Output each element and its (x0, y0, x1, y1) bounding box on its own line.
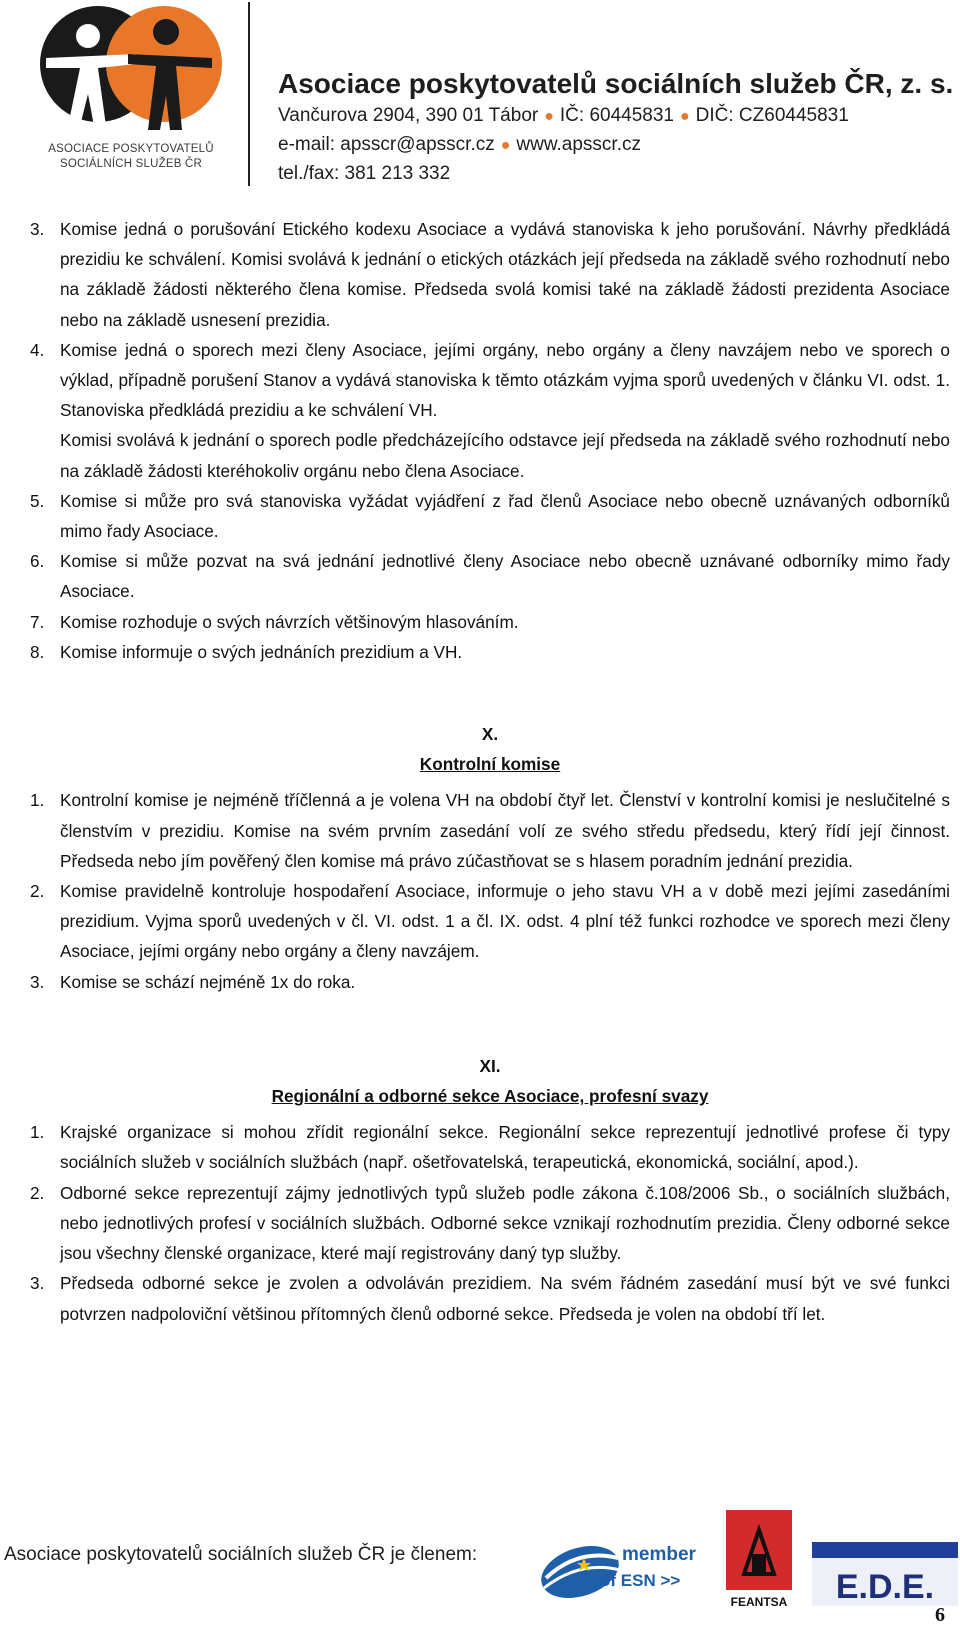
list-item (30, 637, 950, 667)
logo-caption-line1: ASOCIACE POSKYTOVATELŮ (48, 143, 214, 155)
document-body (30, 214, 950, 1329)
esn-member-label: member (622, 1544, 696, 1565)
spacer (30, 667, 950, 719)
letterhead (0, 0, 960, 200)
ede-label: E.D.E. (835, 1568, 935, 1606)
list-item (30, 546, 950, 606)
item-text: Komise rozhoduje o svých návrzích většinovým hlasováním. (60, 611, 519, 632)
section-title: Regionální a odborné sekce Asociace, profesní svazy (271, 1086, 709, 1107)
item-text: Kontrolní komise je nejméně tříčlenná a je volena VH na období čtyř let. Členství v kontrolní komisi je neslučitelné s členstvím v prezidiu. Komise na svém prvním zasedání volí ze svého středu předsedu, který řídí její činnost. Předseda nebo jím pověřený člen komise má právo zúčastňovat se s hlasem poradním jednání prezidia. (60, 790, 950, 871)
bullet-icon: ● (679, 108, 690, 125)
association-logo (36, 2, 226, 184)
logo-caption (36, 142, 226, 172)
feantsa-emblem-icon (722, 1510, 796, 1610)
item-text: Odborné sekce reprezentují zájmy jednotlivých typů služeb podle zákona č.108/2006 Sb., o sociálních službách, nebo jednotlivých profesí v sociálních službách. Odborné sekce vznikají rozhodnutím prezidia. Členy odborné sekce jsou všechny členské organizace, které mají registrovány daný typ služby. (60, 1182, 950, 1264)
item-text: Komise se schází nejméně 1x do roka. (60, 971, 356, 992)
list-item (30, 335, 950, 426)
item-number: 3. (30, 219, 45, 239)
section-number: X. (481, 724, 499, 745)
item-text: Komise si může pro svá stanoviska vyžádat vyjádření z řad členů Asociace nebo obecně uznávaných odborníků mimo řady Asociace. (60, 490, 950, 542)
address: Vančurova 2904, 390 01 Tábor (278, 105, 539, 126)
esn-swoosh-icon (538, 1528, 708, 1608)
email[interactable]: e-mail: apsscr@apsscr.cz (278, 134, 495, 155)
paragraph: Komisi svolává k jednání o sporech podle předcházejícího odstavce její předseda na základě svého rozhodnutí nebo na základě žádosti kteréhokoliv orgánu nebo člena Asociace. (60, 430, 950, 481)
section-number: XI. (479, 1055, 501, 1076)
esn-of-label: of ESN >> (600, 1571, 681, 1590)
spacer (30, 997, 950, 1051)
item-text: Komise jedná o porušování Etického kodexu Asociace a vydává stanoviska k jeho porušování. Návrhy předkládá prezidiu ke schválení. Komisi svolává k jednání o etických otázkách její předseda na základě svého rozhodnutí nebo na základě žádosti některého člena komise. Předseda svolá komisi také na základě žádosti prezidenta Asociace nebo na základě usnesení prezidia. (60, 219, 950, 330)
section-xi-list (30, 1117, 950, 1328)
feantsa-label: FEANTSA (730, 1595, 788, 1609)
company-id: IČ: 60445831 (559, 105, 674, 126)
address-line (278, 102, 958, 131)
list-item (30, 967, 950, 997)
item-text: Komise pravidelně kontroluje hospodaření Asociace, informuje o jeho stavu VH a v době mezi jejími zasedáními prezidium. Vyjma sporů uvedených v čl. VI. odst. 1 a čl. IX. odst. 4 plní též funkci rozhodce ve sporech mezi členy Asociace, jejími orgány nebo orgány a členy navzájem. (60, 881, 950, 962)
item-number: 7. (30, 611, 45, 632)
section-x-list (30, 785, 950, 996)
logo-caption-line2: SOCIÁLNÍCH SLUŽEB ČR (59, 158, 203, 170)
section-ix-list-continued (30, 486, 950, 667)
header-divider (248, 2, 250, 186)
contact-line (278, 131, 958, 160)
item-number: 2. (30, 1182, 45, 1203)
membership-statement: Asociace poskytovatelů sociálních služeb ČR je členem: (4, 1544, 478, 1565)
item-number: 5. (30, 490, 45, 511)
tax-id: DIČ: CZ60445831 (695, 105, 849, 126)
item-number: 1. (30, 790, 45, 811)
item-number: 8. (30, 641, 45, 662)
feantsa-logo (722, 1510, 796, 1610)
list-item (30, 785, 950, 876)
ede-logo (812, 1542, 958, 1606)
item-number: 4. (30, 339, 45, 360)
bullet-icon: ● (500, 137, 511, 154)
list-item (30, 1268, 950, 1328)
item-text: Komise informuje o svých jednáních prezidium a VH. (60, 641, 463, 662)
item-number: 3. (30, 971, 45, 992)
website-link[interactable]: www.apsscr.cz (516, 134, 641, 155)
esn-logo (538, 1528, 708, 1608)
item-number: 3. (30, 1273, 45, 1294)
phone: tel./fax: 381 213 332 (278, 163, 451, 184)
ede-flag-icon (812, 1542, 958, 1606)
logo-figures-icon (36, 2, 226, 142)
item-text: Komise si může pozvat na svá jednání jednotlivé členy Asociace nebo obecně uznávané odborníky mimo řady Asociace. (60, 551, 950, 602)
list-item (30, 1117, 950, 1177)
list-item (30, 486, 950, 546)
item-text: Předseda odborné sekce je zvolen a odvoláván prezidiem. Na svém řádném zasedání musí být ve své funkci potvrzen nadpoloviční většinou přítomných členů odborné sekce. Předseda je volen na období tří let. (60, 1273, 950, 1324)
item-text: Komise jedná o sporech mezi členy Asociace, jejími orgány, nebo orgány a členy navzájem nebo ve sporech o výklad, případně porušení Stanov a vydává stanoviska k těmto otázkám vyjma sporů uvedených v článku VI. odst. 1. Stanoviska předkládá prezidiu a ke schválení VH. (60, 339, 950, 421)
organization-name: Asociace poskytovatelů sociálních služeb ČR, z. s. (278, 68, 954, 99)
section-title: Kontrolní komise (419, 754, 561, 775)
item-text: Krajské organizace si mohou zřídit regionální sekce. Regionální sekce reprezentují jednotlivé profese či typy sociálních služeb v sociálních službách (např. ošetřovatelská, terapeutická, ekonomická, sociální, apod.). (60, 1122, 950, 1173)
item-number: 2. (30, 881, 45, 902)
list-item (30, 607, 950, 637)
organization-info (278, 66, 958, 188)
item-number: 6. (30, 551, 45, 572)
item-number: 1. (30, 1122, 45, 1143)
list-item (30, 1178, 950, 1269)
list-item (30, 214, 950, 335)
section-ix-list (30, 214, 950, 425)
list-item (30, 876, 950, 967)
page-number: 6 (935, 1604, 945, 1626)
bullet-icon: ● (544, 108, 554, 125)
